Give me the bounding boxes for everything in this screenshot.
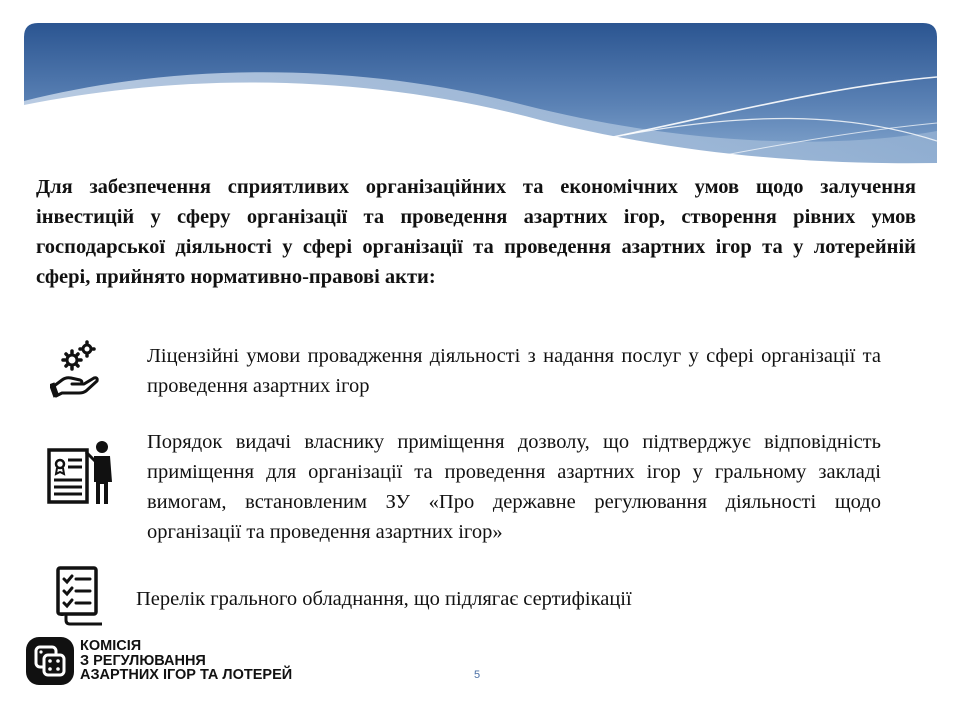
commission-logo [26,636,326,688]
act-text-premises-permit: Порядок видачі власнику приміщення дозволу, що підтверджує відповідність приміщення для організації та проведення азартних ігор у гральному закладі вимогам, встановленим ЗУ «Про державне регулювання діяльності щодо організації та проведення азартних ігор» [147,431,881,543]
logo-line-3: АЗАРТНИХ ІГОР ТА ЛОТЕРЕЙ [80,667,293,683]
intro-paragraph: Для забезпечення сприятливих організаційних та економічних умов щодо залучення інвестицій у сферу організації та проведення азартних ігор, створення рівних умов господарської діяльності у сфері організації та проведення азартних ігор та у лотерейній сфері, прийнято нормативно-правові акти: [36,176,916,288]
page-number: 5 [474,669,481,681]
dice-logo-icon [26,637,74,685]
act-text-licensing: Ліцензійні умови провадження діяльності з надання послуг у сфері організації та проведення азартних ігор [147,345,881,397]
logo-wordmark [80,639,292,683]
certificate-presenter-icon [46,440,118,506]
act-text-equipment-certification: Перелік грального обладнання, що підлягає сертифікації [136,588,632,610]
header-banner [24,23,937,173]
gears-hand-icon [50,340,100,398]
checklist-documents-icon [52,564,108,626]
logo-line-1: КОМІСІЯ [80,638,142,654]
logo-line-2: З РЕГУЛЮВАННЯ [80,652,206,669]
